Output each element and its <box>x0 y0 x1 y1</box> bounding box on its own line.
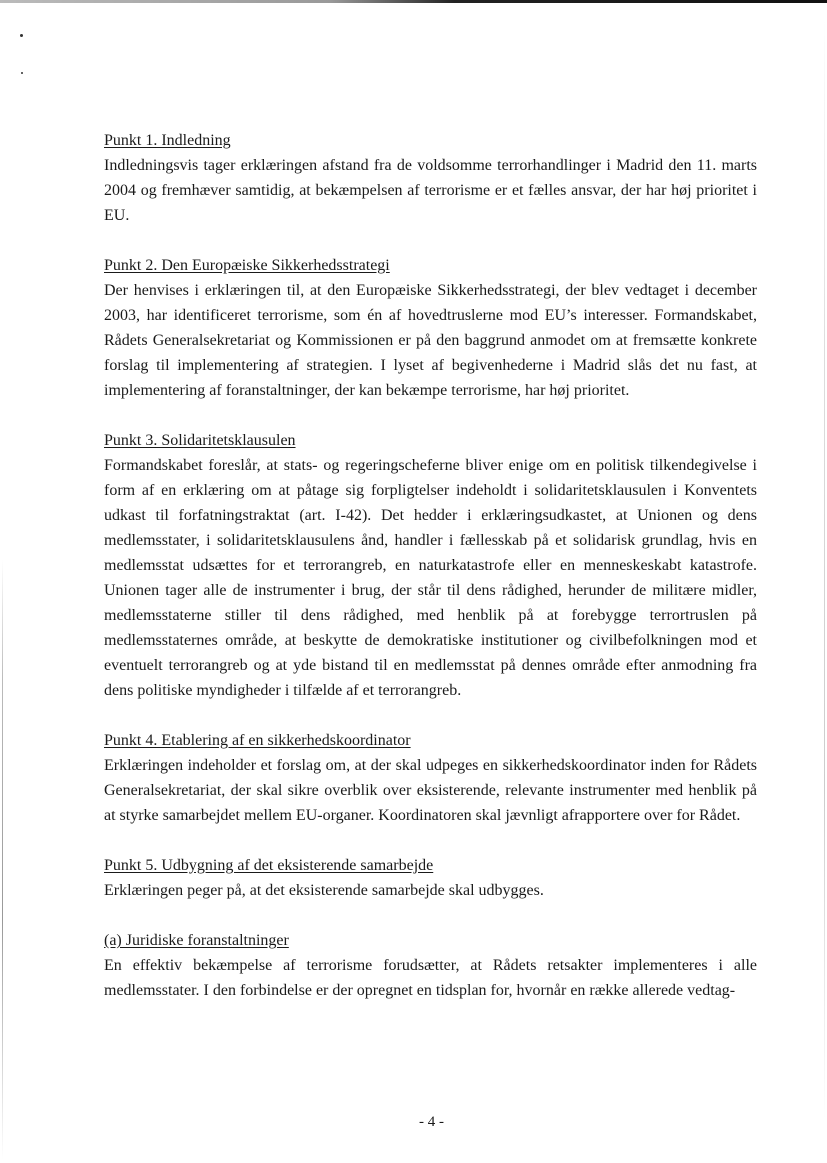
section-text: Erklæringen peger på, at det eksisterende samarbejde skal udbygges. <box>104 882 544 899</box>
section-5 <box>104 853 757 903</box>
section-text: Indledningsvis tager erklæringen afstand fra de voldsomme terrorhandlinger i Madrid den 11. marts 2004 og fremhæver samtidig, at bekæmpelsen af terrorisme er et fælles ansvar, der har høj prioritet i EU. <box>104 157 757 224</box>
section-text: En effektiv bekæmpelse af terrorisme forudsætter, at Rådets retsakter implementeres i alle medlemsstater. I den forbindelse er der opregnet en tidsplan for, hvornår en række allerede vedtag- <box>104 957 757 999</box>
scan-top-edge <box>0 0 827 3</box>
section-5a <box>104 928 757 1003</box>
page-number: - 4 - <box>419 1114 444 1130</box>
section-heading: Punkt 2. Den Europæiske Sikkerhedsstrategi <box>104 257 390 274</box>
section-text: Erklæringen indeholder et forslag om, at der skal udpeges en sikkerhedskoordinator inden for Rådets Generalsekretariat, der skal sikre overblik over eksisterende, relevante instrumenter med henblik på at styrke samarbejdet mellem EU-organer. Koordinatoren skal jævnligt afrapportere over for Rådet. <box>104 757 757 824</box>
section-text: Der henvises i erklæringen til, at den Europæiske Sikkerhedsstrategi, der blev vedtaget i december 2003, har identificeret terrorisme, som én af hovedtruslerne mod EU’s interesser. Formandskabet, Rådets Generalsekretariat og Kommissionen er på den baggrund anmodet om at fremsætte konkrete forslag til implementering af strategien. I lyset af begivenhederne i Madrid slås det nu fast, at implementering af foranstaltninger, der kan bekæmpe terrorisme, har høj prioritet. <box>104 282 757 399</box>
section-heading: Punkt 1. Indledning <box>104 132 231 149</box>
section-1 <box>104 128 757 228</box>
section-heading: Punkt 3. Solidaritetsklausulen <box>104 432 296 449</box>
section-text: Formandskabet foreslår, at stats- og regeringscheferne bliver enige om en politisk tilkendegivelse i form af en erklæring om at påtage sig forpligtelser indeholdt i solidaritetsklausulen i Konventets udkast til forfatningstraktat (art. I-42). Det hedder i erklæringsudkastet, at Unionen og dens medlemsstater, i solidaritetsklausulens ånd, handler i fællesskab på et solidarisk grundlag, hvis en medlemsstat udsættes for et terrorangreb, en naturkatastrofe eller en menneskeskabt katastrofe. Unionen tager alle de instrumenter i brug, der står til dens rådighed, herunder de militære midler, medlemsstaterne stiller til dens rådighed, med henblik på at forebygge terrortruslen på medlemsstaternes område, at beskytte de demokratiske institutioner og civilbefolkningen mod et eventuelt terrorangreb og at yde bistand til en medlemsstat på dennes område efter anmodning fra dens politiske myndigheder i tilfælde af et terrorangreb. <box>104 457 757 699</box>
scan-right-edge <box>824 20 825 1120</box>
section-4 <box>104 728 757 828</box>
section-2 <box>104 253 757 403</box>
section-heading: Punkt 4. Etablering af en sikkerhedskoordinator <box>104 732 411 749</box>
scan-speck <box>21 72 23 74</box>
document-body <box>104 128 757 1028</box>
scan-speck <box>20 34 23 37</box>
section-heading: (a) Juridiske foranstaltninger <box>104 932 289 949</box>
section-heading: Punkt 5. Udbygning af det eksisterende samarbejde <box>104 857 434 874</box>
section-3 <box>104 428 757 703</box>
scan-left-edge <box>2 560 3 1160</box>
